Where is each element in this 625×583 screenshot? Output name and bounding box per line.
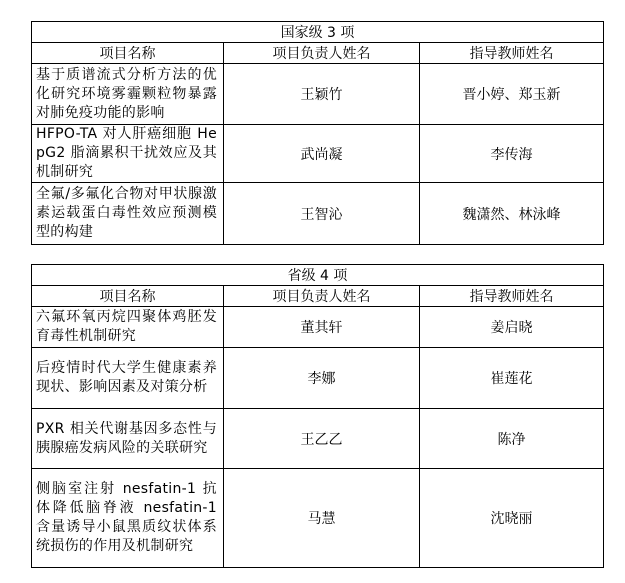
project-name: HFPO-TA 对人肝癌细胞 HepG2 脂滴累积干扰效应及其机制研究 [32, 125, 224, 183]
project-name: 六氟环氧丙烷四聚体鸡胚发育毒性机制研究 [32, 307, 224, 348]
project-advisors: 陈净 [420, 409, 604, 469]
project-name: 基于质谱流式分析方法的优化研究环境雾霾颗粒物暴露对肺免疫功能的影响 [32, 64, 224, 125]
national-caption: 国家级 3 项 [32, 22, 604, 43]
table-row [32, 307, 604, 348]
project-leader: 王颖竹 [224, 64, 420, 125]
project-advisors: 沈晓丽 [420, 469, 604, 568]
project-advisors: 崔莲花 [420, 348, 604, 409]
table-caption-row [32, 265, 604, 286]
table-row [32, 348, 604, 409]
project-advisors: 晋小婷、郑玉新 [420, 64, 604, 125]
provincial-caption: 省级 4 项 [32, 265, 604, 286]
header-advisor-name: 指导教师姓名 [420, 43, 604, 64]
header-leader-name: 项目负责人姓名 [224, 43, 420, 64]
header-advisor-name: 指导教师姓名 [420, 286, 604, 307]
project-name: 侧脑室注射 nesfatin-1 抗体降低脑脊液 nesfatin-1 含量诱导小鼠黑质纹状体系统损伤的作用及机制研究 [32, 469, 224, 568]
project-leader: 马慧 [224, 469, 420, 568]
table-row [32, 64, 604, 125]
table-caption-row [32, 22, 604, 43]
table-row [32, 125, 604, 183]
table-row [32, 469, 604, 568]
national-projects-table [31, 21, 604, 245]
header-project-name: 项目名称 [32, 43, 224, 64]
header-project-name: 项目名称 [32, 286, 224, 307]
project-name: 全氟/多氟化合物对甲状腺激素运载蛋白毒性效应预测模型的构建 [32, 183, 224, 245]
header-leader-name: 项目负责人姓名 [224, 286, 420, 307]
project-name: PXR 相关代谢基因多态性与胰腺癌发病风险的关联研究 [32, 409, 224, 469]
table-row [32, 409, 604, 469]
table-header-row [32, 286, 604, 307]
project-advisors: 李传海 [420, 125, 604, 183]
project-leader: 董其轩 [224, 307, 420, 348]
project-advisors: 姜启晓 [420, 307, 604, 348]
project-leader: 王乙乙 [224, 409, 420, 469]
project-advisors: 魏潇然、林泳峰 [420, 183, 604, 245]
project-name: 后疫情时代大学生健康素养现状、影响因素及对策分析 [32, 348, 224, 409]
project-leader: 王智沁 [224, 183, 420, 245]
project-leader: 武尚凝 [224, 125, 420, 183]
table-header-row [32, 43, 604, 64]
project-leader: 李娜 [224, 348, 420, 409]
table-row [32, 183, 604, 245]
provincial-projects-table [31, 264, 604, 568]
